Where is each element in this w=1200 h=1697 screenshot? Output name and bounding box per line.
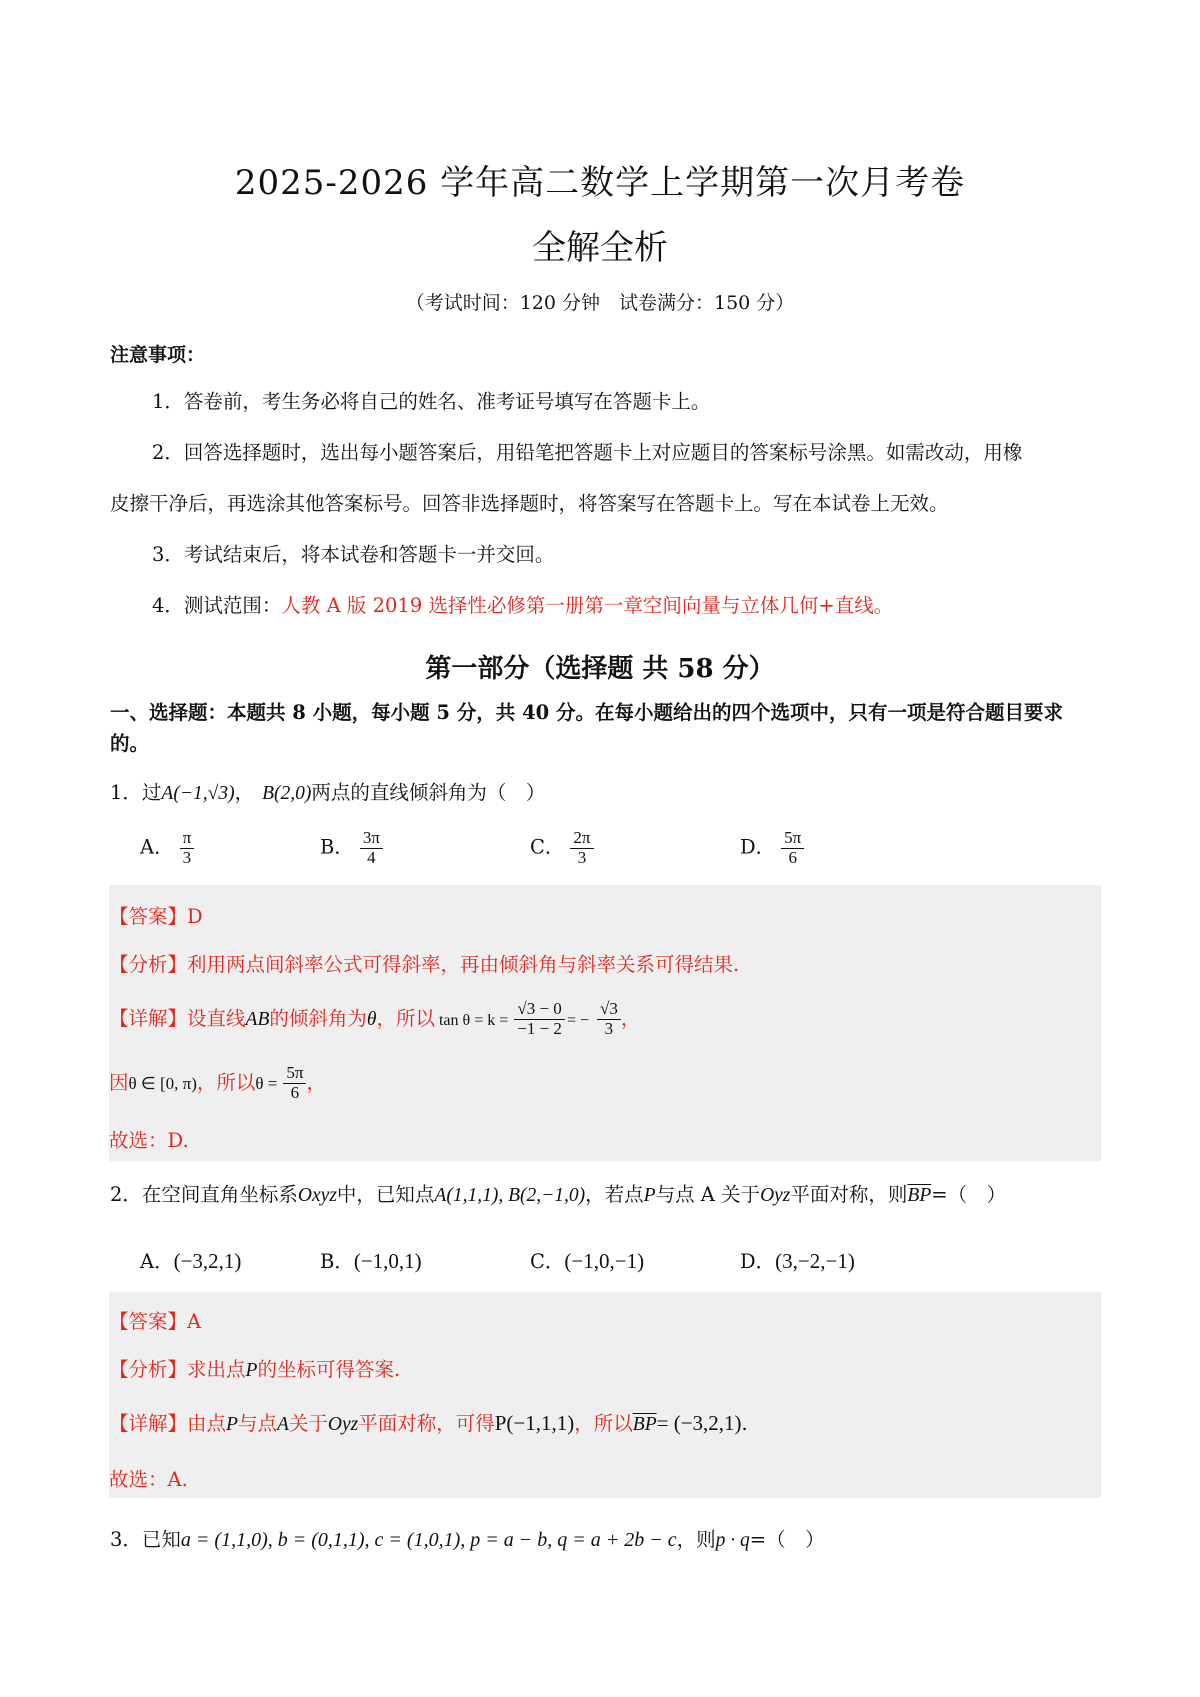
detail-point-p: P: [226, 1414, 238, 1435]
option-label: B．: [320, 835, 354, 859]
note-item-3: 3．考试结束后，将本试卷和答题卡一并交回。: [152, 543, 555, 566]
exam-subtitle: 全解全析: [532, 228, 668, 268]
q2-text: =（ ）: [931, 1183, 1007, 1206]
detail-condition: θ ∈ [0, π): [128, 1074, 197, 1093]
detail-equation-mid: = −: [566, 1012, 589, 1029]
answer-tag: 【答案】: [109, 905, 188, 928]
q3-text: ，则: [676, 1528, 716, 1551]
q1-option-b: [320, 829, 383, 867]
q1-analysis: [109, 949, 739, 977]
q3-text: 3．已知: [110, 1528, 181, 1551]
option-label: A．: [140, 835, 174, 859]
q3-dot-product: p · q: [715, 1530, 750, 1551]
exam-title: 2025-2026 学年高二数学上学期第一次月考卷: [234, 163, 966, 203]
option-numerator: 5π: [781, 829, 804, 849]
q1-option-a: [140, 829, 194, 867]
q2-text: 与点 A 关于: [655, 1183, 761, 1206]
option-denominator: 3: [577, 847, 587, 867]
option-label: C．: [530, 1250, 565, 1273]
detail-p-value: P(−1,1,1): [494, 1411, 575, 1435]
analysis-tag: 【分析】: [109, 1358, 188, 1381]
analysis-point-p: P: [245, 1360, 258, 1381]
q2-detail: [109, 1408, 748, 1436]
answer-value: A: [187, 1310, 202, 1333]
frac-denominator: 3: [604, 1019, 614, 1038]
q2-answer: [109, 1306, 201, 1334]
analysis-text: 的坐标可得答案.: [257, 1358, 401, 1381]
q3-vectors: a = (1,1,0), b = (0,1,1), c = (1,0,1), p = a − b, q = a + 2b − c: [180, 1529, 677, 1551]
option-value: (−1,0,1): [353, 1249, 422, 1273]
note-item-2a: 2．回答选择题时，选出每小题答案后，用铅笔把答题卡上对应题目的答案标号涂黑。如需改动，用橡: [152, 441, 1023, 464]
notes-heading: 注意事项：: [110, 344, 206, 366]
q3-text: =（ ）: [749, 1528, 825, 1551]
detail-text: 因: [109, 1071, 129, 1094]
q1-answer-box: [109, 885, 1101, 1161]
analysis-text: 求出点: [187, 1358, 246, 1381]
question-3-stem: [110, 1524, 825, 1552]
q1-conclusion: 故选：D.: [109, 1129, 189, 1152]
question-2-stem: [110, 1179, 1006, 1207]
option-value: (−1,0,−1): [564, 1249, 645, 1273]
detail-text: 关于: [288, 1412, 328, 1435]
q1-detail: [109, 993, 640, 1047]
q2-oyz: Oyz: [760, 1185, 791, 1206]
q2-text: 平面对称，则: [790, 1183, 908, 1206]
q1-option-c: [530, 829, 594, 867]
q2-option-b: [320, 1246, 422, 1274]
detail-equation: θ =: [255, 1074, 278, 1093]
q2-conclusion: 故选：A.: [109, 1468, 188, 1491]
option-value: (−3,2,1): [173, 1249, 242, 1273]
detail-text: ，所以: [574, 1412, 633, 1435]
q2-text: 中，已知点: [336, 1183, 435, 1206]
note-item-4-scope: 人教 A 版 2019 选择性必修第一册第一章空间向量与立体几何+直线。: [281, 594, 894, 617]
frac-denominator: −1 − 2: [517, 1019, 562, 1038]
q2-text: 2．在空间直角坐标系: [110, 1183, 298, 1206]
detail-text: ，: [306, 1071, 326, 1094]
q2-option-a: [140, 1246, 241, 1274]
detail-text: 由点: [187, 1412, 227, 1435]
frac-numerator: √3 − 0: [514, 1000, 565, 1020]
q2-answer-box: [109, 1292, 1101, 1498]
q1-separator: ，: [234, 781, 255, 804]
q1-point-b: B(2,0): [262, 783, 312, 804]
part-heading: 第一部分（选择题 共 58 分）: [425, 654, 775, 684]
answer-tag: 【答案】: [109, 1310, 188, 1333]
detail-text: ，所以: [196, 1071, 256, 1094]
q1-prefix: 1．过: [110, 781, 162, 804]
q1-answer: [109, 901, 203, 929]
detail-text: .: [741, 1412, 748, 1435]
option-label: D．: [740, 835, 776, 859]
detail-text: 的倾斜角为: [269, 1007, 367, 1030]
detail-ab: AB: [245, 1009, 270, 1030]
detail-point-a: A: [276, 1414, 289, 1435]
section-heading: 一、选择题：本题共 8 小题，每小题 5 分，共 40 分。在每小题给出的四个选项中，只有一项是符合题目要求的。: [110, 701, 1064, 756]
q2-oxyz: Oxyz: [297, 1185, 337, 1206]
detail-text: 设直线: [187, 1007, 246, 1030]
note-item-2b: 皮擦干净后，再选涂其他答案标号。回答非选择题时，将答案写在答题卡上。写在本试卷上无效。: [110, 492, 949, 515]
analysis-text: 利用两点间斜率公式可得斜率，再由倾斜角与斜率关系可得结果.: [187, 953, 740, 976]
detail-vector-bp: $\overline{BP}$: [632, 1414, 657, 1435]
detail-text: 平面对称，可得: [358, 1412, 495, 1435]
option-label: D．: [740, 1250, 776, 1273]
question-1-stem: [110, 777, 545, 805]
note-item-1: 1．答卷前，考生务必将自己的姓名、准考证号填写在答题卡上。: [152, 390, 711, 413]
q1-detail-line2: [109, 1057, 326, 1110]
note-item-4-prefix: 4．测试范围：: [152, 594, 282, 617]
detail-equation: tan θ = k =: [438, 1012, 509, 1029]
q2-analysis: [109, 1354, 400, 1382]
q1-option-d: [740, 829, 804, 867]
option-denominator: 4: [367, 847, 376, 867]
detail-tag: 【详解】: [109, 1412, 188, 1435]
frac-numerator: 5π: [283, 1064, 306, 1084]
q1-suffix: 两点的直线倾斜角为（ ）: [311, 781, 546, 804]
exam-meta: （考试时间：120 分钟 试卷满分：150 分）: [405, 292, 795, 314]
frac-denominator: 6: [290, 1083, 300, 1102]
q2-option-c: [530, 1246, 644, 1274]
detail-text: 与点: [237, 1412, 277, 1435]
detail-tag: 【详解】: [109, 1007, 188, 1030]
detail-text: ，: [620, 1007, 641, 1030]
detail-text: ，所以: [376, 1007, 435, 1030]
q2-text: ，若点: [585, 1183, 644, 1206]
option-numerator: 2π: [570, 829, 593, 849]
option-numerator: 3π: [360, 829, 383, 849]
detail-bp-value: = (−3,2,1): [656, 1411, 742, 1435]
detail-theta: θ: [366, 1009, 377, 1030]
q2-vector-bp: $\overline{BP}$: [907, 1185, 932, 1206]
answer-value: D: [187, 905, 203, 928]
option-value: (3,−2,−1): [775, 1249, 855, 1273]
option-denominator: 3: [182, 847, 192, 867]
option-numerator: π: [180, 829, 195, 849]
q1-point-a: A(−1,√3): [161, 783, 235, 804]
option-label: B．: [320, 1250, 354, 1273]
analysis-tag: 【分析】: [109, 953, 188, 976]
detail-oyz: Oyz: [327, 1414, 359, 1435]
option-label: A．: [140, 1250, 174, 1273]
option-denominator: 6: [788, 847, 797, 867]
frac-numerator: √3: [597, 1000, 621, 1020]
q2-option-d: [740, 1246, 855, 1274]
option-label: C．: [530, 835, 565, 859]
q2-points: A(1,1,1), B(2,−1,0): [434, 1185, 586, 1206]
q2-point-p: P: [643, 1185, 656, 1206]
note-item-4: [152, 592, 893, 619]
